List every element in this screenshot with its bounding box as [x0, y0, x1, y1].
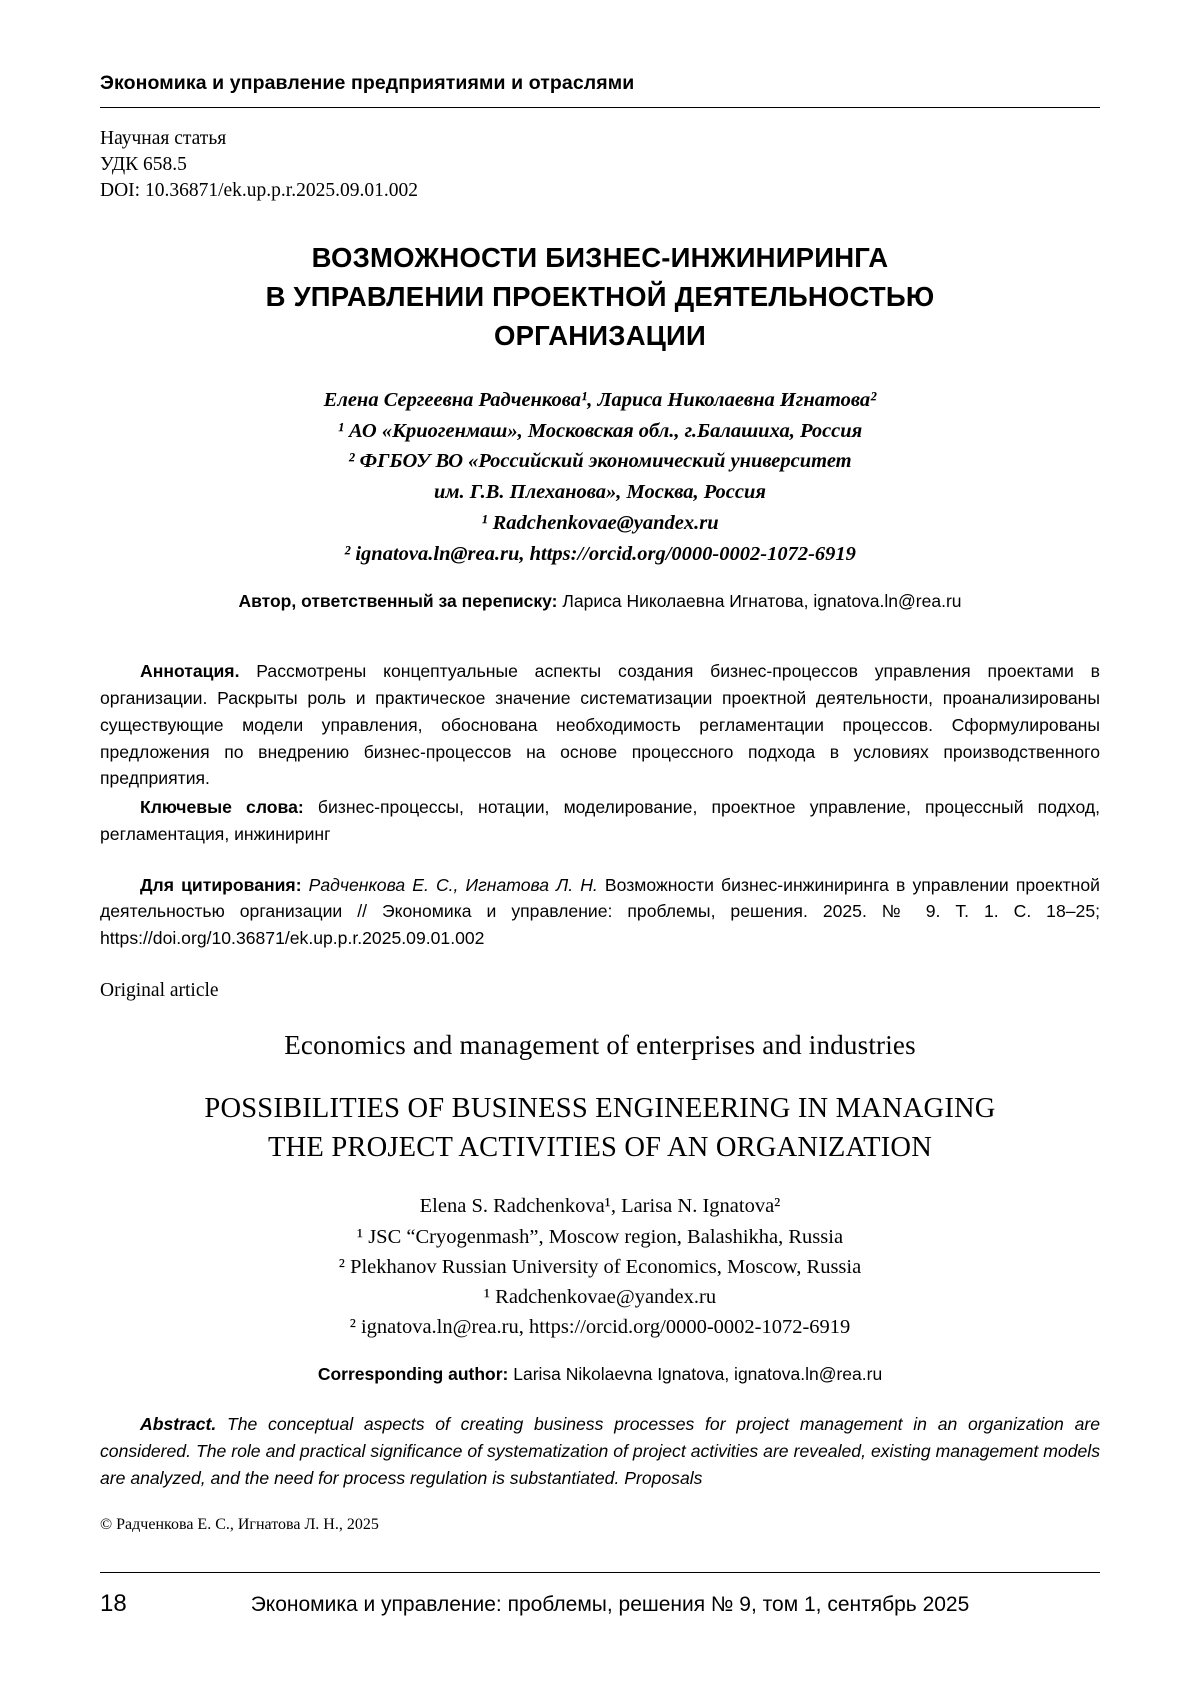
russian-abstract-text: Рассмотрены концептуальные аспекты создания бизнес-процессов управления проектами в организации. Раскрыты роль и практическое значение систематизации проектной деятельности, проанализированы существующие модели управления, обоснована необходимость регламентации процессов. Сформулированы предложения по внедрению бизнес-процессов на основе процессного подхода в условиях производственного предприятия.: [100, 661, 1100, 789]
russian-title: [100, 238, 1100, 355]
english-title-line-1: POSSIBILITIES OF BUSINESS ENGINEERING IN MANAGING: [204, 1092, 996, 1124]
russian-abstract: [100, 658, 1100, 792]
russian-title-line-1: ВОЗМОЖНОСТИ БИЗНЕС-ИНЖИНИРИНГА: [311, 241, 889, 273]
russian-affiliation-2-line-2: им. Г.В. Плеханова», Москва, Россия: [434, 481, 766, 504]
russian-corresponding-value: Лариса Николаевна Игнатова, ignatova.ln@rea.ru: [562, 591, 962, 612]
article-type: Научная статья: [100, 128, 227, 149]
english-title-line-2: THE PROJECT ACTIVITIES OF AN ORGANIZATION: [268, 1132, 932, 1164]
russian-keywords: [100, 794, 1100, 847]
russian-affiliation-2-line-1: ² ФГБОУ ВО «Российский экономический университет: [348, 450, 852, 473]
russian-keywords-label: Ключевые слова:: [140, 797, 304, 818]
english-corresponding-author: [100, 1364, 1100, 1385]
english-title: [100, 1089, 1100, 1168]
russian-title-line-2: В УПРАВЛЕНИИ ПРОЕКТНОЙ ДЕЯТЕЛЬНОСТЬЮ: [265, 280, 935, 312]
english-abstract-text: The conceptual aspects of creating business processes for project management in an organization are considered. The role and practical significance of systematization of project activities are revealed, existing management models are analyzed, and the need for process regulation is substantiated. Proposals: [100, 1414, 1101, 1488]
russian-abstract-label: Аннотация.: [140, 661, 240, 682]
footer-journal-line: Экономика и управление: проблемы, решения № 9, том 1, сентябрь 2025: [250, 1593, 970, 1616]
russian-email-1[interactable]: ¹ Radchenkovae@yandex.ru: [481, 511, 719, 534]
russian-affiliation-1: ¹ АО «Криогенмаш», Московская обл., г.Балашиха, Россия: [337, 419, 863, 442]
english-affiliation-1: ¹ JSC “Cryogenmash”, Moscow region, Balashikha, Russia: [356, 1225, 844, 1248]
russian-email-2[interactable]: ² ignatova.ln@rea.ru, https://orcid.org/0000-0002-1072-6919: [344, 542, 856, 565]
russian-corresponding-author: [100, 591, 1100, 612]
english-abstract: [100, 1411, 1100, 1491]
article-meta: [100, 126, 1100, 204]
english-section-title: Economics and management of enterprises and industries: [284, 1029, 916, 1060]
russian-citation-text: Возможности бизнес-инжиниринга в управлении проектной деятельностью организации // Экономика и управление: проблемы, решения. 2025. № 9. Т. 1. С. 18–25; https://doi.org/10.36871/ek.up.p.r.2025.09.01.002: [100, 874, 1100, 949]
udk-code: УДК 658.5: [100, 153, 187, 175]
page-number: 18: [100, 1590, 127, 1617]
running-head: Экономика и управление предприятиями и отраслями: [100, 72, 635, 94]
doi-code: DOI: 10.36871/ek.up.p.r.2025.09.01.002: [100, 179, 418, 201]
russian-authors: Елена Сергеевна Радченкова¹, Лариса Николаевна Игнатова²: [323, 388, 877, 411]
english-corresponding-label: Corresponding author:: [317, 1364, 509, 1385]
page-footer: [100, 1590, 1100, 1618]
header-divider: [100, 107, 1100, 108]
english-authors-block: [100, 1191, 1100, 1342]
english-corresponding-value: Larisa Nikolaevna Ignatova, ignatova.ln@rea.ru: [513, 1364, 883, 1385]
english-affiliation-2: ² Plekhanov Russian University of Economics, Moscow, Russia: [338, 1255, 862, 1278]
russian-keywords-text: бизнес-процессы, нотации, моделирование, проектное управление, процессный подход, регламентация, инжиниринг: [100, 797, 1100, 844]
english-email-2[interactable]: ² ignatova.ln@rea.ru, https://orcid.org/0000-0002-1072-6919: [349, 1315, 851, 1338]
footer-divider: [100, 1572, 1100, 1573]
english-email-1[interactable]: ¹ Radchenkovae@yandex.ru: [483, 1285, 717, 1308]
russian-citation: [100, 872, 1100, 952]
russian-citation-authors: Радченкова Е. С., Игнатова Л. Н.: [308, 874, 598, 895]
russian-corresponding-label: Автор, ответственный за переписку:: [238, 591, 558, 612]
english-abstract-label: Abstract.: [140, 1414, 217, 1435]
russian-title-line-3: ОРГАНИЗАЦИИ: [494, 319, 706, 351]
copyright-line: © Радченкова Е. С., Игнатова Л. Н., 2025: [100, 1516, 379, 1533]
russian-citation-label: Для цитирования:: [140, 874, 302, 895]
russian-authors-block: [100, 385, 1100, 570]
english-authors: Elena S. Radchenkova¹, Larisa N. Ignatova²: [419, 1195, 781, 1218]
original-article-label: Original article: [100, 979, 219, 1001]
